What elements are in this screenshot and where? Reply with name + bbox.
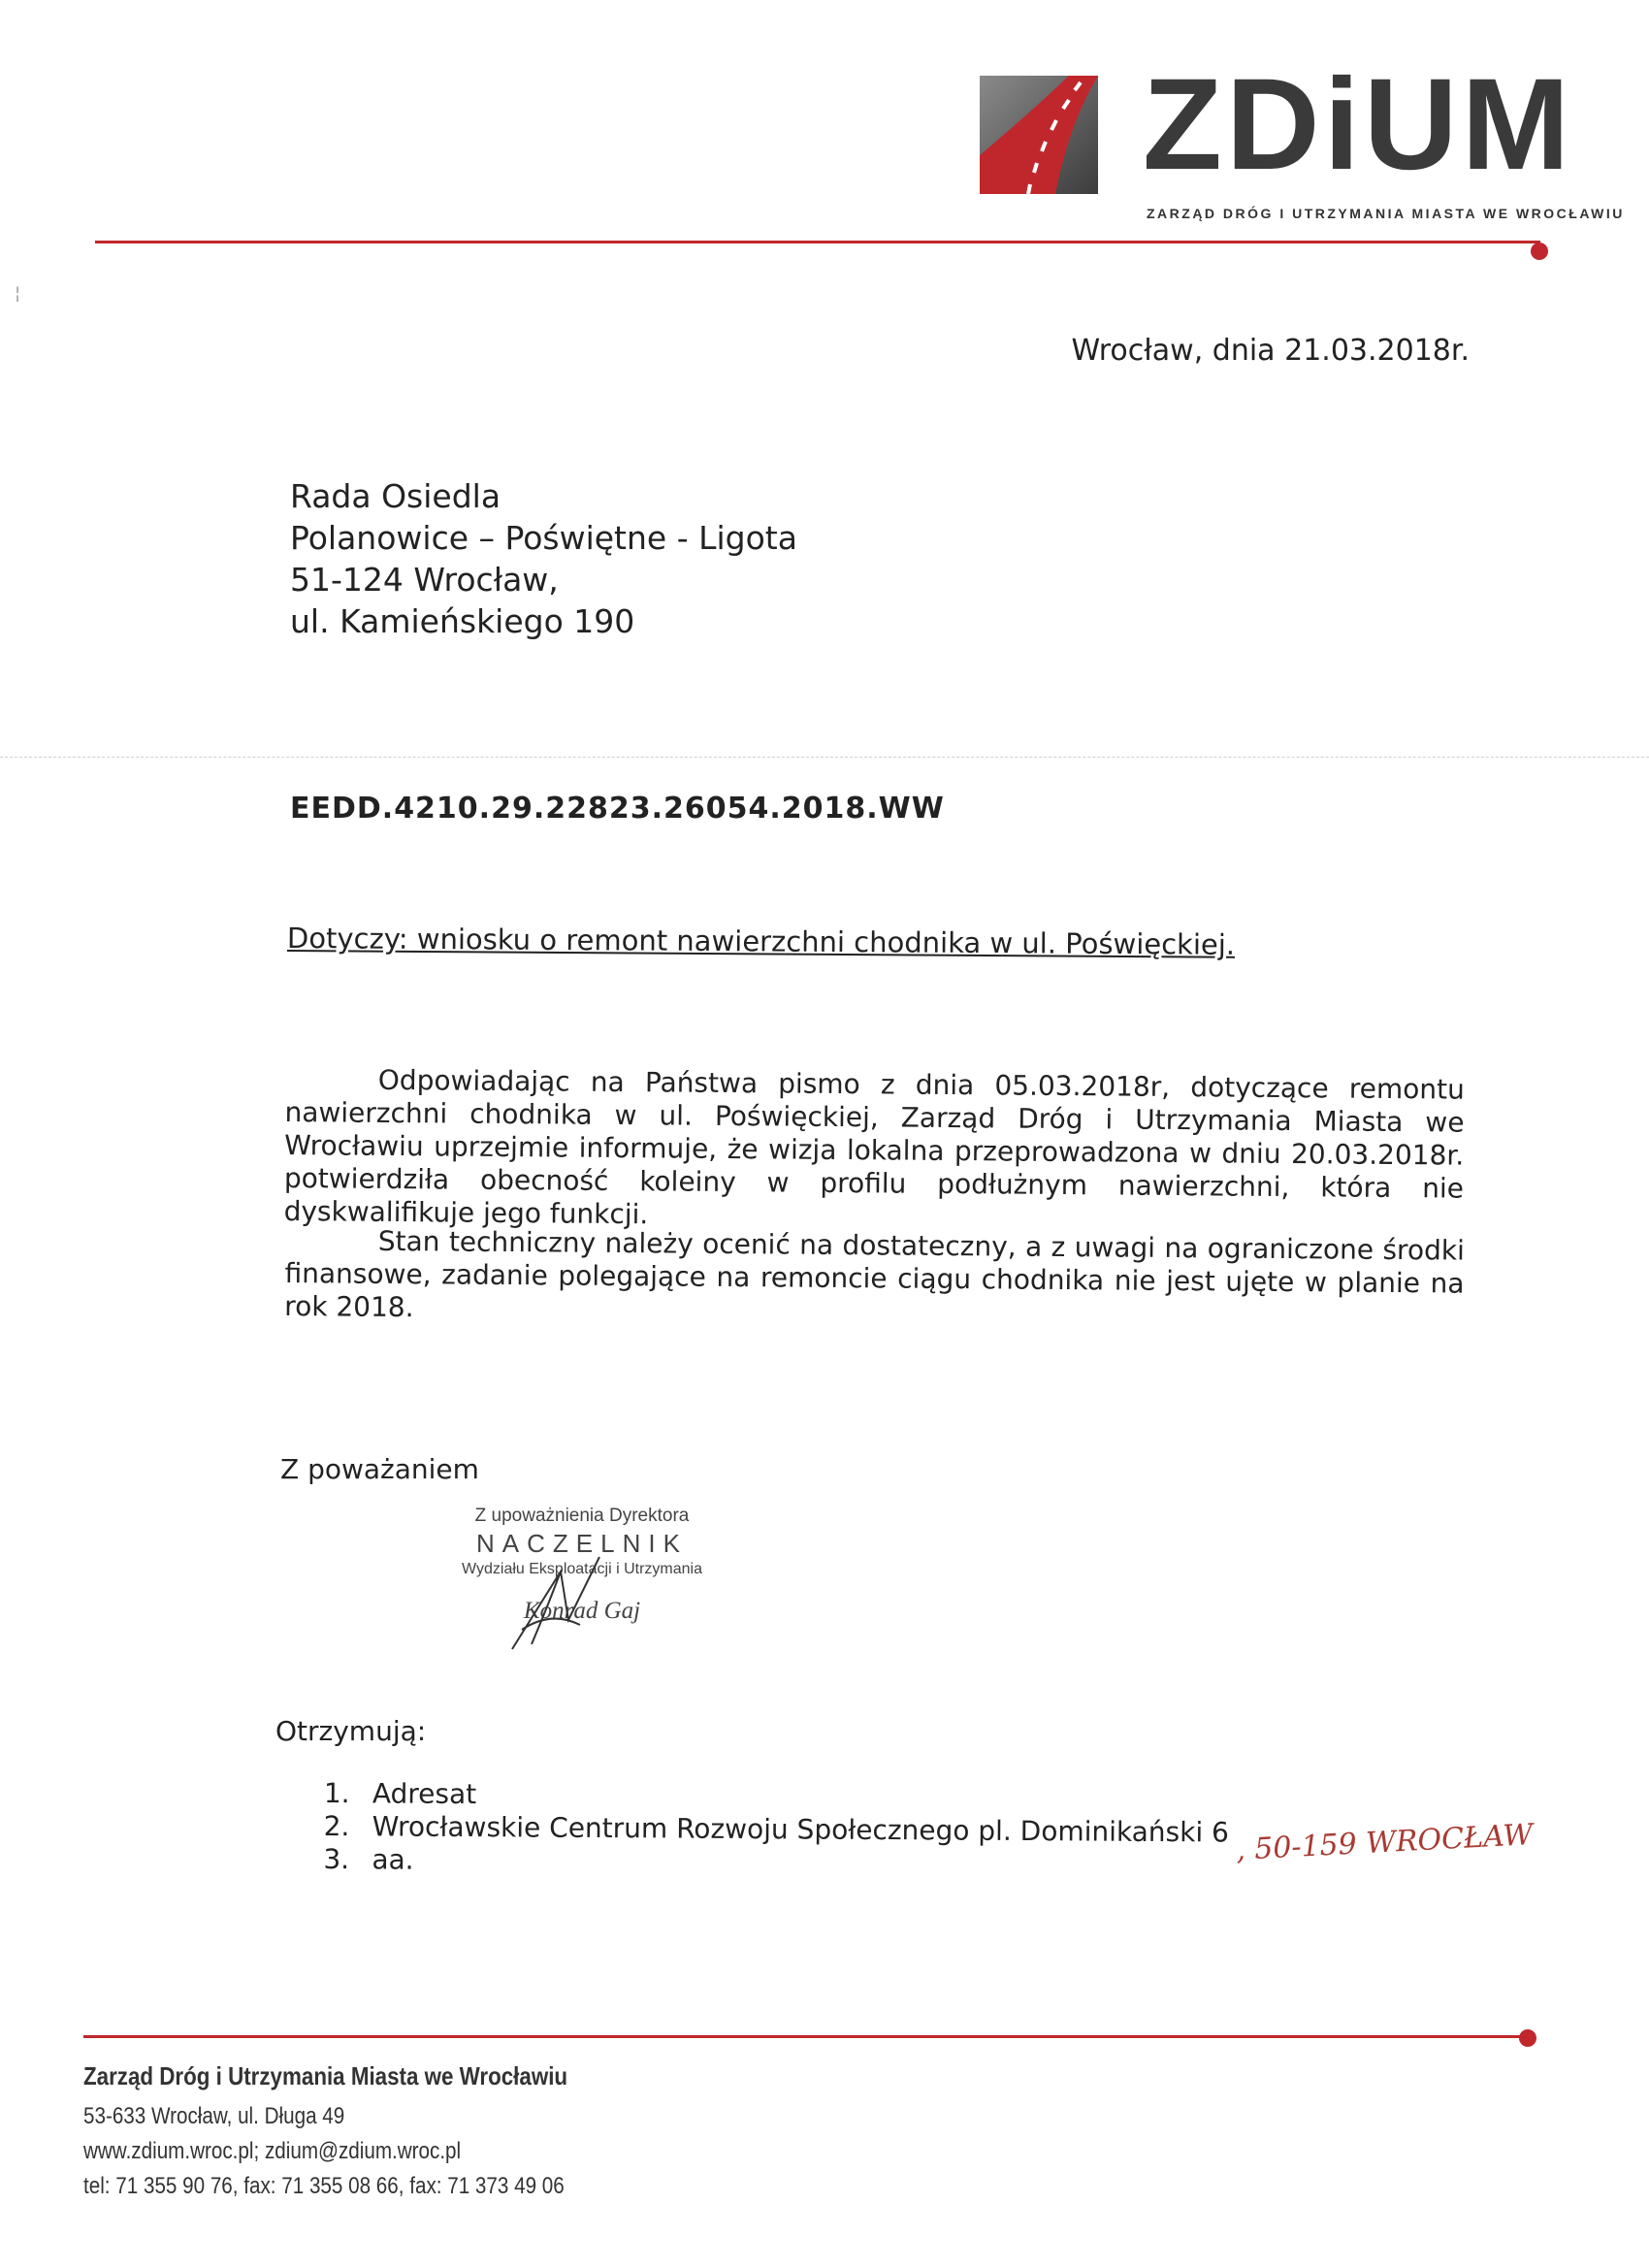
footer-web: www.zdium.wroc.pl; zdium@zdium.wroc.pl <box>83 2138 462 2164</box>
footer-phones: tel: 71 355 90 76, fax: 71 355 08 66, fax: 71 373 49 06 <box>83 2173 565 2199</box>
stamp-title: NACZELNIK <box>476 1529 688 1558</box>
signature-icon <box>493 1552 619 1659</box>
recipient-address <box>290 475 797 642</box>
header-divider <box>95 241 1540 243</box>
logo-subtitle: ZARZĄD DRÓG I UTRZYMANIA MIASTA WE WROCŁAWIU <box>1147 206 1625 221</box>
recipient-line: Rada Osiedla <box>290 477 501 515</box>
stamp-authority: Z upoważnienia Dyrektora <box>474 1506 690 1526</box>
body-paragraph: Stan techniczny należy ocenić na dostateczny, a z uwagi na ograniczone środki finansowe, zadanie polegające na remoncie ciągu chodnika nie jest ujęte w planie na rok 2018. <box>284 1224 1465 1324</box>
scan-mark: ¦ <box>15 283 21 304</box>
reference-number: EEDD.4210.29.22823.26054.2018.WW <box>290 792 945 826</box>
recipient-line: ul. Kamieńskiego 190 <box>290 602 635 640</box>
stamp-signatory: Konrad Gaj <box>523 1598 641 1624</box>
list-item: 1. Adresat <box>323 1777 477 1811</box>
recipients-list <box>323 1777 1229 1883</box>
footer-org: Zarząd Dróg i Utrzymania Miasta we Wrocławiu <box>83 2061 568 2090</box>
footer-contact <box>83 2058 567 2204</box>
closing: Z poważaniem <box>280 1453 479 1485</box>
list-item: 2. Wrocławskie Centrum Rozwoju Społecznego pl. Dominikański 6 <box>323 1809 1230 1849</box>
footer-divider-dot <box>1519 2029 1536 2047</box>
body-paragraph: Odpowiadając na Państwa pismo z dnia 05.03.2018r, dotyczące remontu nawierzchni chodnika w ul. Poświęckiej, Zarząd Dróg i Utrzymania Miasta we Wrocławiu uprzejmie informuje, że wizja lokalna przeprowadzona w dniu 20.03.2018r. potwierdziła obecność koleiny w profilu podłużnym nawierzchni, która nie dyskwalifikuje jego funkcji. <box>283 1063 1465 1231</box>
handwritten-note: , 50-159 WROCŁAW <box>1235 1818 1535 1867</box>
date-line: Wrocław, dnia 21.03.2018r. <box>1071 334 1470 368</box>
recipient-line: Polanowice – Poświętne - Ligota <box>290 519 797 557</box>
recipient-line: 51-124 Wrocław, <box>290 561 559 599</box>
header-divider-dot <box>1531 243 1548 260</box>
footer-address: 53-633 Wrocław, ul. Długa 49 <box>83 2103 345 2129</box>
logo-road-icon <box>980 76 1098 194</box>
subject-line: Dotyczy: wniosku o remont nawierzchni chodnika w ul. Poświęckiej. <box>286 922 1236 961</box>
footer-divider <box>83 2035 1529 2038</box>
logo-wordmark: ZDiUM <box>1143 52 1574 197</box>
list-item: 3. aa. <box>323 1842 414 1876</box>
recipients-heading: Otrzymują: <box>275 1715 427 1747</box>
fold-line <box>0 757 1649 758</box>
stamp-department: Wydziału Eksploatacji i Utrzymania <box>462 1561 702 1577</box>
